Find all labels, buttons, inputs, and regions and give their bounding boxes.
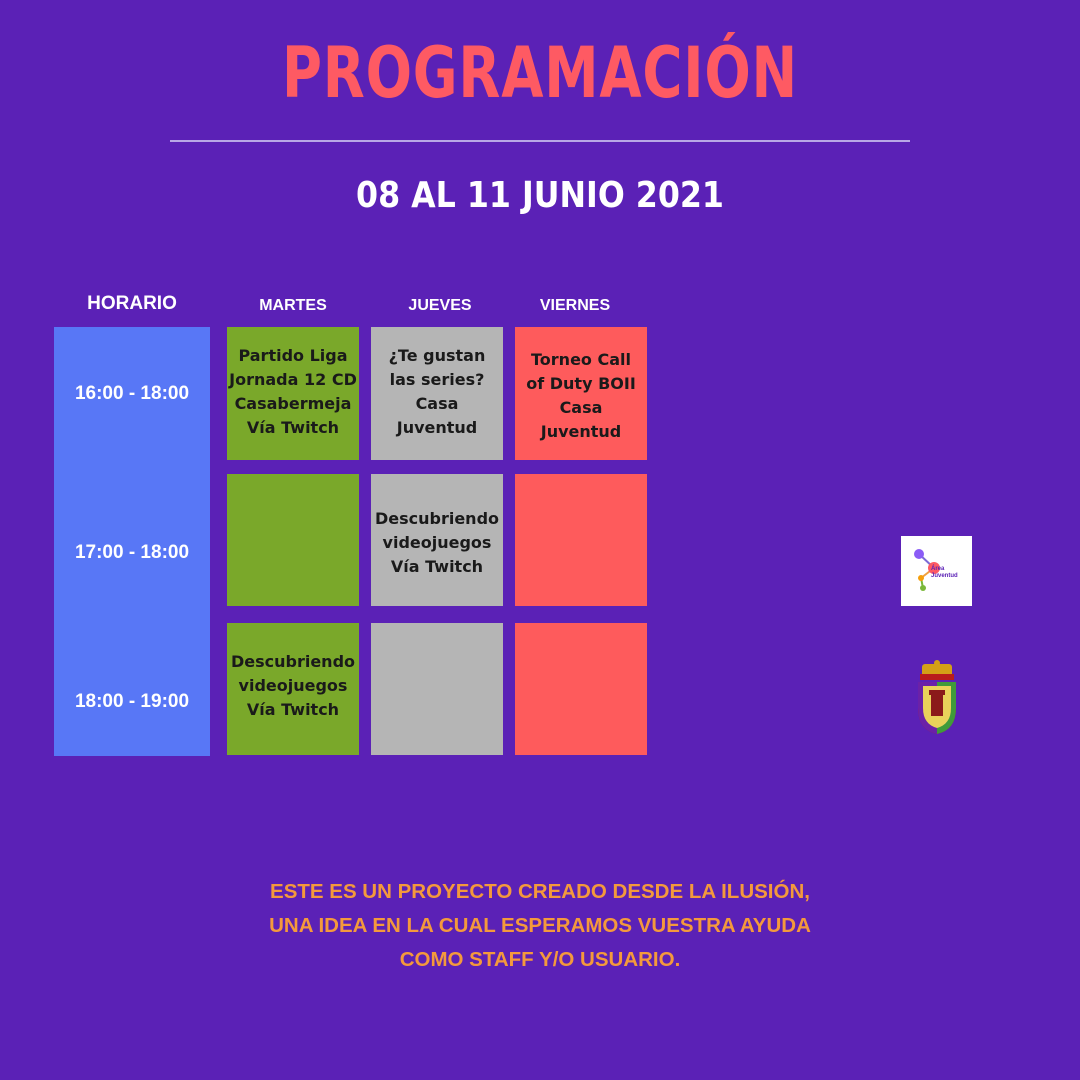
title-divider [170, 140, 910, 142]
cell-line: Partido Liga [238, 346, 348, 365]
cell-viernes-row1 [515, 327, 647, 460]
cell-line: Juventud [396, 418, 478, 437]
footer-line: UNA IDEA EN LA CUAL ESPERAMOS VUESTRA AYUDA [269, 914, 811, 937]
cell-line: Casa [559, 398, 603, 417]
area-juventud-logo [901, 536, 972, 606]
cell-line: Vía Twitch [246, 418, 340, 437]
cell-viernes-row2 [515, 474, 647, 606]
header-viernes: VIERNES [539, 297, 611, 314]
time-slot-1: 16:00 - 18:00 [74, 383, 190, 404]
cell-line: las series? [389, 370, 485, 389]
cell-line: Vía Twitch [246, 700, 340, 719]
area-juventud-text: Área Juventud [931, 566, 958, 579]
cell-line: Jornada 12 CD [229, 370, 357, 389]
cell-martes-row2 [227, 474, 359, 606]
cell-line: Juventud [540, 422, 622, 441]
cell-jueves-row2 [371, 474, 503, 606]
header-horario: HORARIO [87, 293, 177, 314]
date-range: 08 AL 11 JUNIO 2021 [356, 175, 724, 216]
footer-message [0, 875, 1080, 977]
cell-jueves-row3 [371, 623, 503, 755]
time-slot-3: 18:00 - 19:00 [74, 691, 190, 712]
cell-line: Descubriendo [230, 652, 356, 671]
municipal-crest-icon [914, 660, 960, 736]
cell-line: Descubriendo [374, 509, 500, 528]
cell-martes-row1 [227, 327, 359, 460]
page-title: PROGRAMACIÓN [281, 32, 799, 114]
cell-martes-row3 [227, 623, 359, 755]
cell-line: Casabermeja [234, 394, 352, 413]
cell-line: Torneo Call [531, 350, 631, 369]
header-martes: MARTES [259, 297, 327, 314]
cell-line: of Duty BOII [526, 374, 636, 393]
cell-jueves-row1 [371, 327, 503, 460]
cell-viernes-row3 [515, 623, 647, 755]
cell-line: Casa [415, 394, 459, 413]
cell-line: videojuegos [382, 533, 492, 552]
footer-line: COMO STAFF Y/O USUARIO. [399, 948, 681, 971]
cell-line: videojuegos [238, 676, 348, 695]
cell-line: ¿Te gustan [388, 346, 486, 365]
footer-line: ESTE ES UN PROYECTO CREADO DESDE LA ILUSIÓN, [270, 880, 810, 903]
header-jueves: JUEVES [408, 297, 472, 314]
time-slot-2: 17:00 - 18:00 [74, 542, 190, 563]
cell-line: Vía Twitch [390, 557, 484, 576]
